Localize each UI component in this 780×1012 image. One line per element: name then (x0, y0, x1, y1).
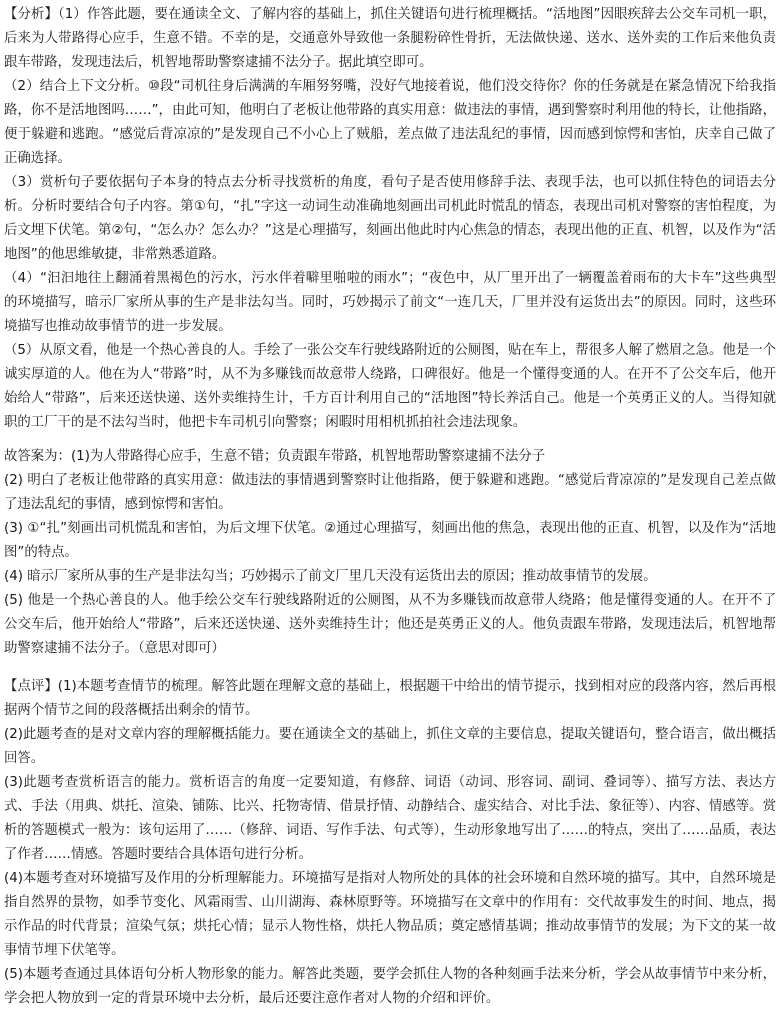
analysis-paragraph-4: （4）“汩汩地往上翻涌着黑褐色的污水，污水伴着噼里啪啦的雨水”；“夜色中，从厂里开出了一辆覆盖着雨布的大卡车”这些典型的环境描写，暗示厂家所从事的生产是非法勾当。同时，巧妙揭示了前文“一连几天，厂里并没有运货出去”的原因。同时，这些环境描写也推动故事情节的进一步发展。 (4, 271, 776, 334)
section-gap (4, 661, 776, 675)
answer-paragraph-1: 故答案为：(1)为人带路得心应手，生意不错；负责跟车带路，机智地帮助警察逮捕不法分子 (4, 449, 546, 464)
answer-paragraph-2: (2) 明白了老板让他带路的真实用意：做违法的事情遇到警察时让他指路，便于躲避和逃跑。“感觉后背凉凉的”是发现自己差点做了违法乱纪的事情，感到惊愕和害怕。 (4, 473, 776, 512)
comment-paragraph-4: (4)本题考查对环境描写及作用的分析理解能力。环境描写是指对人物所处的具体的社会环境和自然环境的描写。其中，自然环境是指自然界的景物，如季节变化、风霜雨雪、山川湖海、森林原野等。环境描写在文章中的作用有：交代故事发生的时间、地点，揭示作品的时代背景；渲染气氛；烘托心情；显示人物性格，烘托人物品质；奠定感情基调；推动故事情节的发展；为下文的某一故事情节埋下伏笔等。 (4, 871, 776, 958)
section-gap (4, 435, 776, 445)
comment-paragraph-1: 【点评】(1)本题考查情节的梳理。解答此题在理解文意的基础上，根据题干中给出的情节提示，找到相对应的段落内容，然后再根据两个情节之间的段落概括出剩余的情节。 (4, 679, 776, 718)
analysis-paragraph-5: （5）从原文看，他是一个热心善良的人。手绘了一张公交车行驶线路附近的公厕图，贴在车上，帮很多人解了燃眉之急。他是一个诚实厚道的人。他在为人“带路”时，从不为多赚钱而故意带人绕路，口碑很好。他是一个懂得变通的人。在开不了公交车后，他开始给人“带路”，后来还送快递、送外卖维持生计，千方百计利用自己的“活地图”特长养活自己。他是一个英勇正义的人。当得知就职的工厂干的是不法勾当时，他把卡车司机引向警察；闲暇时用相机抓拍社会违法现象。 (4, 343, 776, 430)
comment-paragraph-5: (5)本题考查通过具体语句分析人物形象的能力。解答此类题，要学会抓住人物的各种刻画手法来分析，学会从故事情节中来分析，学会把人物放到一定的背景环境中去分析，最后还要注意作者对人物的介绍和评价。 (4, 967, 776, 1006)
analysis-section (4, 3, 776, 435)
answer-paragraph-3: (3) ①“扎”刻画出司机慌乱和害怕，为后文埋下伏笔。②通过心理描写，刻画出他的焦急，表现出他的正直、机智，以及作为“活地图”的特点。 (4, 521, 776, 560)
comment-paragraph-2: (2)此题考查的是对文章内容的理解概括能力。要在通读全文的基础上，抓住文章的主要信息，提取关键语句，整合语言，做出概括回答。 (4, 727, 776, 766)
analysis-paragraph-2: （2）结合上下文分析。⑩段“司机往身后满满的车厢努努嘴，没好气地接着说，他们没交待你？你的任务就是在紧急情况下给我指路，你不是活地图吗……”，由此可知，他明白了老板让他带路的真实用意：做违法的事情，遇到警察时利用他的特长，让他指路，便于躲避和逃跑。“感觉后背凉凉的”是发现自己不小心上了贼船，差点做了违法乱纪的事情，因而感到惊愕和害怕，庆幸自己做了正确选择。 (4, 79, 776, 166)
analysis-paragraph-3: （3）赏析句子要依据句子本身的特点去分析寻找赏析的角度，看句子是否使用修辞手法、表现手法，也可以抓住特色的词语去分析。分析时要结合句子内容。第①句，“扎”字这一动词生动准确地刻画出司机此时慌乱的情态，表现出司机对警察的害怕程度，为后文埋下伏笔。第②句，“怎么办？怎么办？”这是心理描写，刻画出他此时内心焦急的情态，表现出他的正直、机智，以及作为“活地图”的他思维敏捷，非常熟悉道路。 (4, 175, 776, 262)
answer-paragraph-4: (4) 暗示厂家所从事的生产是非法勾当；巧妙揭示了前文厂里几天没有运货出去的原因；推动故事情节的发展。 (4, 569, 657, 584)
comment-paragraph-3: (3)此题考查赏析语言的能力。赏析语言的角度一定要知道，有修辞、词语（动词、形容词、副词、叠词等）、描写方法、表达方式、手法（用典、烘托、渲染、铺陈、比兴、托物寄情、借景抒情、动静结合、虚实结合、对比手法、象征等）、内容、情感等。赏析的答题模式一般为：该句运用了……（修辞、词语、写作手法、句式等），生动形象地写出了……的特点，突出了……品质，表达了作者……情感。答题时要结合具体语句进行分析。 (4, 775, 776, 862)
answer-section (4, 445, 776, 661)
comment-section (4, 675, 776, 1011)
analysis-paragraph-1: 【分析】（1）作答此题，要在通读全文、了解内容的基础上，抓住关键语句进行梳理概括。“活地图”因眼疾辞去公交车司机一职，后来为人带路得心应手，生意不错。不幸的是，交通意外导致他一条腿粉碎性骨折，无法做快递、送水、送外卖的工作后来他负责跟车带路，发现违法后，机智地帮助警察逮捕不法分子。据此填空即可。 (4, 7, 776, 70)
answer-paragraph-5: (5) 他是一个热心善良的人。他手绘公交车行驶线路附近的公厕图，从不为多赚钱而故意带人绕路；他是懂得变通的人。在开不了公交车后，他开始给人“带路”，后来还送快递、送外卖维持生计；他还是英勇正义的人。他负责跟车带路，发现违法后，机智地帮助警察逮捕不法分子。（意思对即可） (4, 593, 776, 656)
